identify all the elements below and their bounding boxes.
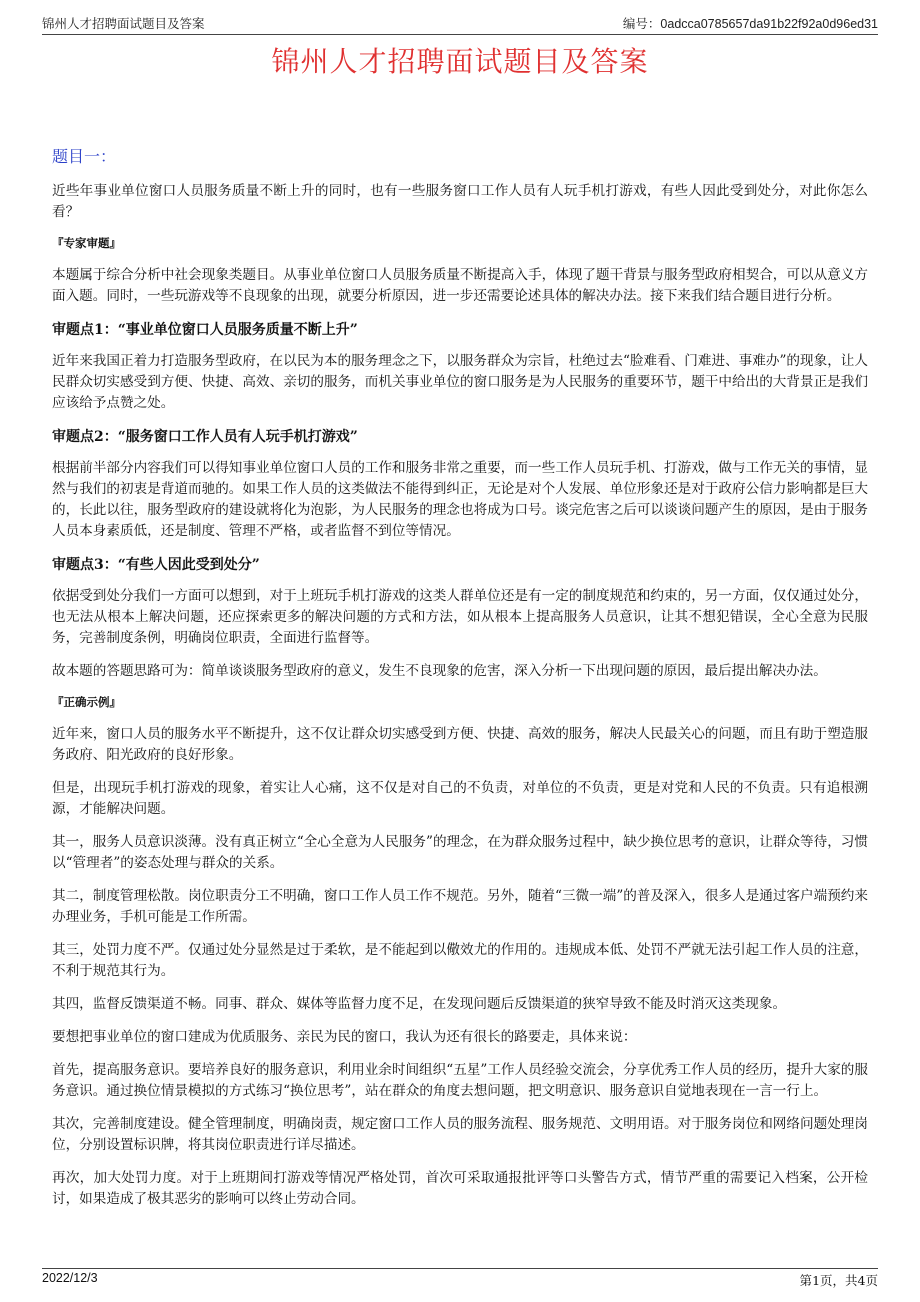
review-point-2-title: 审题点2：“服务窗口工作人员有人玩手机打游戏” (52, 429, 358, 445)
sample-paragraph: 再次，加大处罚力度。对于上班期间打游戏等情况严格处罚，首次可采取通报批评等口头警告方式，情节严重的需要记入档案，公开检讨，如果造成了极其恶劣的影响可以终止劳动合同。 (52, 1170, 868, 1207)
expert-review-tag: 『专家审题』 (52, 236, 121, 250)
document-title: 锦州人才招聘面试题目及答案 (271, 45, 649, 78)
page-number: 1 (812, 1273, 821, 1288)
page-total: 4 (857, 1273, 866, 1288)
sample-paragraph: 近年来，窗口人员的服务水平不断提升，这不仅让群众切实感受到方便、快捷、高效的服务，解决人民最关心的问题，而且有助于塑造服务政府、阳光政府的良好形象。 (52, 726, 868, 763)
review-point-2-text: 根据前半部分内容我们可以得知事业单位窗口人员的工作和服务非常之重要，而一些工作人员玩手机、打游戏，做与工作无关的事情，显然与我们的初衷是背道而驰的。如果工作人员的这类做法不能得到纠正，无论是对个人发展、单位形象还是对于政府公信力影响都是巨大的，长此以往，服务型政府的建设就将化为泡影，为人民服务的理念也将成为口号。谈完危害之后可以谈谈问题产生的原因，是由于服务人员本身素质低，还是制度、管理不严格，或者监督不到位等情况。 (52, 460, 868, 539)
sample-paragraph: 但是，出现玩手机打游戏的现象，着实让人心痛，这不仅是对自己的不负责，对单位的不负责，更是对党和人民的不负责。只有追根溯源，才能解决问题。 (52, 780, 868, 817)
page-suffix: 页 (865, 1273, 878, 1288)
review-point-3-text: 依据受到处分我们一方面可以想到，对于上班玩手机打游戏的这类人群单位还是有一定的制度规范和约束的，另一方面，仅仅通过处分，也无法从根本上解决问题，还应探索更多的解决问题的方式和方法，如从根本上提高服务人员意识，让其不想犯错误，全心全意为民服务，完善制度条例，明确岗位职责，全面进行监督等。 (52, 588, 868, 646)
header-doc-code (623, 14, 878, 32)
header-doc-title: 锦州人才招聘面试题目及答案 (42, 16, 205, 31)
page-header (42, 10, 878, 35)
document-body (52, 144, 868, 1222)
header-code-value: 0adcca0785657da91b22f92a0d96ed31 (660, 17, 878, 31)
answer-idea: 故本题的答题思路可为：简单谈谈服务型政府的意义，发生不良现象的危害，深入分析一下出现问题的原因，最后提出解决办法。 (52, 663, 827, 679)
page-footer (42, 1268, 878, 1289)
sample-paragraph: 其四，监督反馈渠道不畅。同事、群众、媒体等监督力度不足，在发现问题后反馈渠道的狭窄导致不能及时消灭这类现象。 (52, 996, 787, 1012)
page-prefix: 第 (799, 1273, 813, 1288)
page-mid: 页，共 (820, 1273, 858, 1288)
sample-paragraph: 其次，完善制度建设。健全管理制度，明确岗责，规定窗口工作人员的服务流程、服务规范、文明用语。对于服务岗位和网络问题处理岗位，分别设置标识牌，将其岗位职责进行详尽描述。 (52, 1116, 868, 1153)
question-label: 题目一： (52, 147, 117, 166)
header-code-label: 编号： (622, 16, 661, 31)
review-point-1-title: 审题点1：“事业单位窗口人员服务质量不断上升” (52, 322, 358, 338)
sample-paragraph: 其三，处罚力度不严。仅通过处分显然是过于柔软，是不能起到以儆效尤的作用的。违规成本低、处罚不严就无法引起工作人员的注意，不利于规范其行为。 (52, 942, 868, 979)
expert-intro: 本题属于综合分析中社会现象类题目。从事业单位窗口人员服务质量不断提高入手，体现了题干背景与服务型政府相契合，可以从意义方面入题。同时，一些玩游戏等不良现象的出现，就要分析原因，进一步还需要论述具体的解决办法。接下来我们结合题目进行分析。 (52, 267, 868, 304)
footer-date: 2022/12/3 (42, 1271, 98, 1285)
question-text: 近些年事业单位窗口人员服务质量不断上升的同时，也有一些服务窗口工作人员有人玩手机打游戏，有些人因此受到处分，对此你怎么看？ (52, 183, 868, 220)
sample-answer-tag: 『正确示例』 (52, 695, 121, 709)
review-point-1-text: 近年来我国正着力打造服务型政府，在以民为本的服务理念之下，以服务群众为宗旨，杜绝过去“脸难看、门难进、事难办”的现象，让人民群众切实感受到方便、快捷、高效、亲切的服务，而机关事业单位的窗口服务是为人民服务的重要环节，题干中给出的大背景正是我们应该给予点赞之处。 (52, 353, 868, 411)
sample-paragraph: 其一，服务人员意识淡薄。没有真正树立“全心全意为人民服务”的理念，在为群众服务过程中，缺少换位思考的意识，让群众等待，习惯以“管理者”的姿态处理与群众的关系。 (52, 834, 868, 871)
sample-paragraph: 其二，制度管理松散。岗位职责分工不明确，窗口工作人员工作不规范。另外，随着“三微一端”的普及深入，很多人是通过客户端预约来办理业务，手机可能是工作所需。 (52, 888, 868, 925)
review-point-3-title: 审题点3：“有些人因此受到处分” (52, 557, 260, 573)
sample-paragraph: 要想把事业单位的窗口建成为优质服务、亲民为民的窗口，我认为还有很长的路要走，具体来说： (52, 1029, 637, 1045)
footer-page-indicator (800, 1271, 878, 1289)
sample-paragraph: 首先，提高服务意识。要培养良好的服务意识，利用业余时间组织“五星”工作人员经验交流会，分享优秀工作人员的经历，提升大家的服务意识。通过换位情景模拟的方式练习“换位思考”，站在群众的角度去想问题，把文明意识、服务意识自觉地表现在一言一行上。 (52, 1062, 868, 1099)
